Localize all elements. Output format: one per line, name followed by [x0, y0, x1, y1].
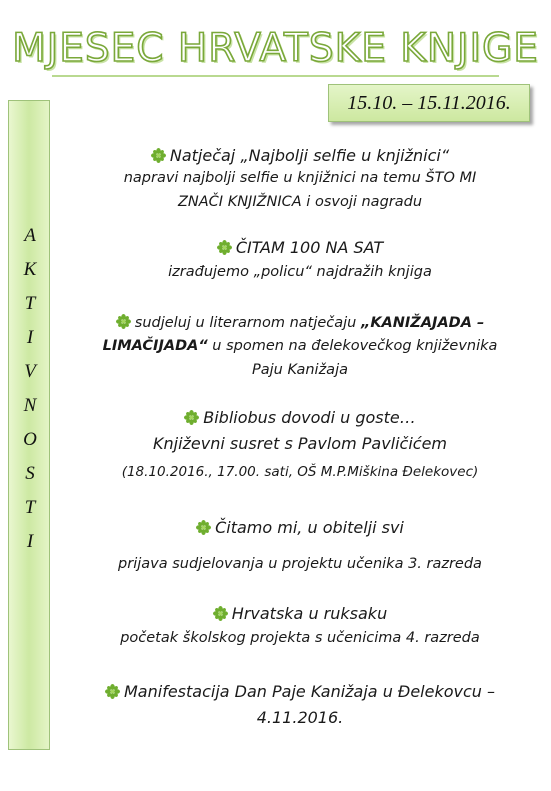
leaf-bullet-icon — [196, 520, 211, 535]
activity-2-title: ČITAM 100 NA SAT — [235, 238, 384, 257]
activity-4-line: (18.10.2016., 17.00. sati, OŠ M.P.Miškina Đelekovec) — [121, 464, 479, 480]
title-underline — [52, 75, 499, 77]
activity-6-heading — [60, 604, 540, 623]
activity-7-line: 4.11.2016. — [256, 708, 344, 727]
activity-5-title: Čitamo mi, u obitelji svi — [215, 518, 404, 537]
activity-7-title: Manifestacija Dan Paje Kanižaja u Đelekovcu – — [124, 682, 495, 701]
activity-5-heading — [60, 518, 540, 537]
activities-sidebar — [8, 100, 50, 750]
activity-3-line: Paju Kanižaja — [252, 362, 348, 378]
activity-6-title: Hrvatska u ruksaku — [231, 604, 388, 623]
activity-1-line: ZNAČI KNJIŽNICA i osvoji nagradu — [177, 194, 423, 210]
page-title: MJESEC HRVATSKE KNJIGE — [12, 26, 539, 71]
leaf-bullet-icon — [116, 314, 131, 329]
leaf-bullet-icon — [105, 684, 120, 699]
activity-2-line: izrađujemo „policu“ najdražih knjiga — [168, 264, 432, 280]
activity-1-heading — [60, 146, 540, 165]
activity-3-title: sudjeluj u literarnom natječaju — [134, 315, 361, 331]
sidebar-letter: I — [26, 531, 34, 552]
activity-3-title-bold: „KANIŽAJADA – — [360, 315, 485, 331]
leaf-bullet-icon — [213, 606, 228, 621]
leaf-bullet-icon — [184, 410, 199, 425]
sidebar-letter: N — [23, 395, 37, 416]
sidebar-letter: I — [26, 327, 34, 348]
date-range: 15.10. – 15.11.2016. — [347, 92, 511, 114]
activity-7-heading — [60, 682, 540, 701]
sidebar-letter: S — [25, 463, 35, 484]
activity-1-line: napravi najbolji selfie u knjižnici na temu ŠTO MI — [123, 170, 477, 186]
date-range-box — [328, 84, 530, 122]
activity-4-title: Bibliobus dovodi u goste… — [203, 408, 416, 427]
activity-1-title: Natječaj „Najbolji selfie u knjižnici“ — [169, 146, 450, 165]
leaf-bullet-icon — [151, 148, 166, 163]
activity-5-line: prijava sudjelovanja u projektu učenika 3. razreda — [118, 556, 482, 572]
activity-3-line — [60, 338, 540, 354]
sidebar-letter: T — [24, 293, 36, 314]
activity-3-line-bold: LIMAČIJADA“ — [102, 338, 208, 354]
activity-3-heading — [60, 314, 540, 331]
leaf-bullet-icon — [217, 240, 232, 255]
activity-2-heading — [60, 238, 540, 257]
activity-4-heading — [60, 408, 540, 427]
activity-6-line: početak školskog projekta s učenicima 4. razreda — [120, 630, 480, 646]
sidebar-letter: O — [23, 429, 37, 450]
sidebar-letter: A — [24, 225, 36, 246]
activity-3-line-rest: u spomen na đelekovečkog književnika — [207, 338, 498, 354]
activity-4-line: Književni susret s Pavlom Pavličićem — [152, 434, 448, 453]
sidebar-letter: T — [24, 497, 36, 518]
sidebar-letter: V — [24, 361, 36, 382]
sidebar-letter: K — [23, 259, 37, 280]
